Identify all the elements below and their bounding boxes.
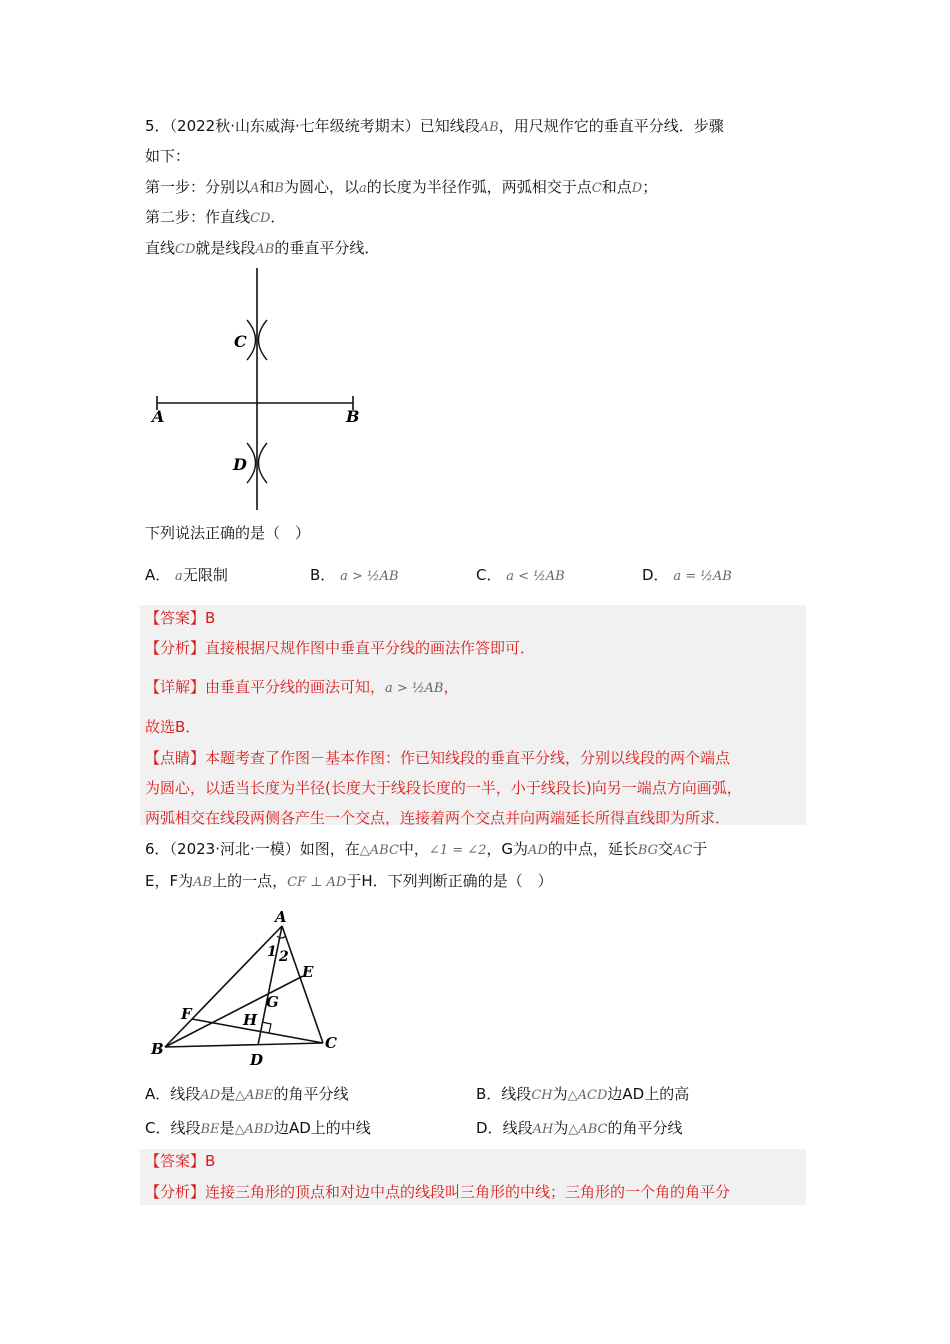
side-bc	[165, 1043, 323, 1047]
q5-step2: 第二步：作直线CD．	[145, 208, 286, 226]
q5-figure	[140, 262, 380, 514]
q5-option-c[interactable]: C． a < ½AB	[476, 566, 565, 584]
q5-step1: 第一步：分别以A和B为圆心，以a的长度为半径作弧，两弧相交于点C和点D；	[145, 178, 658, 196]
q5-stem-line1: 5．（2022秋·山东威海·七年级统考期末）已知线段AB，用尺规作它的垂直平分线．步骤	[145, 117, 724, 135]
label-a: A	[275, 908, 287, 926]
q5-answer: 【答案】B	[145, 609, 216, 627]
label-d: D	[233, 455, 247, 474]
q6-analysis: 【分析】连接三角形的顶点和对边中点的线段叫三角形的中线；三角形的一个角的角平分	[145, 1183, 731, 1201]
label-d: D	[250, 1051, 264, 1068]
side-ab	[165, 926, 282, 1047]
q6-option-a[interactable]: A．线段AD是△ABE的角平分线	[145, 1085, 349, 1103]
angle-arc	[277, 936, 286, 938]
q5-stem-line2: 如下：	[145, 147, 191, 165]
arc-d-left	[247, 443, 256, 483]
q5-option-b[interactable]: B． a > ½AB	[310, 566, 399, 584]
label-c: C	[325, 1034, 337, 1052]
q6-option-c[interactable]: C．线段BE是△ABD边AD上的中线	[145, 1119, 371, 1137]
arc-d-right	[259, 443, 268, 483]
q5-option-d[interactable]: D． a = ½AB	[642, 566, 732, 584]
label-b: B	[151, 1040, 164, 1058]
q5-comment1: 【点睛】本题考查了作图－基本作图：作已知线段的垂直平分线，分别以线段的两个端点	[145, 749, 731, 767]
q5-step3: 直线CD就是线段AB的垂直平分线．	[145, 239, 380, 257]
q6-answer: 【答案】B	[145, 1152, 216, 1170]
q6-stem-line2: E，F为AB上的一点，CF ⊥ AD于H．下列判断正确的是（ ）	[145, 872, 553, 890]
label-c: C	[234, 332, 247, 351]
label-b: B	[346, 407, 360, 426]
label-a: A	[152, 407, 165, 426]
q5-detail2: 故选B．	[145, 718, 201, 736]
label-e: E	[302, 963, 314, 981]
arc-c-right	[259, 320, 268, 360]
q5-analysis: 【分析】直接根据尺规作图中垂直平分线的画法作答即可．	[145, 639, 536, 657]
q5-detail: 【详解】由垂直平分线的画法可知，a > ½AB，	[145, 678, 459, 696]
label-2: 2	[279, 949, 289, 965]
q5-question: 下列说法正确的是（ ）	[145, 524, 311, 542]
q6-option-d[interactable]: D．线段AH为△ABC的角平分线	[476, 1119, 683, 1137]
label-f: F	[181, 1005, 192, 1023]
arc-c-left	[247, 320, 256, 360]
q5-option-a[interactable]: A． a无限制	[145, 566, 228, 584]
label-1: 1	[267, 944, 277, 960]
q6-option-b[interactable]: B．线段CH为△ACD边AD上的高	[476, 1085, 690, 1103]
label-h: H	[243, 1011, 258, 1029]
segment-cf	[192, 1019, 323, 1043]
q5-comment2: 为圆心，以适当长度为半径(长度大于线段长度的一半，小于线段长)向另一端点方向画弧，	[145, 779, 742, 797]
q5-comment3: 两弧相交在线段两侧各产生一个交点，连接着两个交点并向两端延长所得直线即为所求．	[145, 809, 731, 827]
q6-stem-line1: 6．（2023·河北·一模）如图，在△ABC中，∠1 = ∠2，G为AD的中点，延长BG交AC于	[145, 840, 708, 858]
q6-figure	[145, 908, 355, 1068]
label-g: G	[266, 993, 279, 1011]
